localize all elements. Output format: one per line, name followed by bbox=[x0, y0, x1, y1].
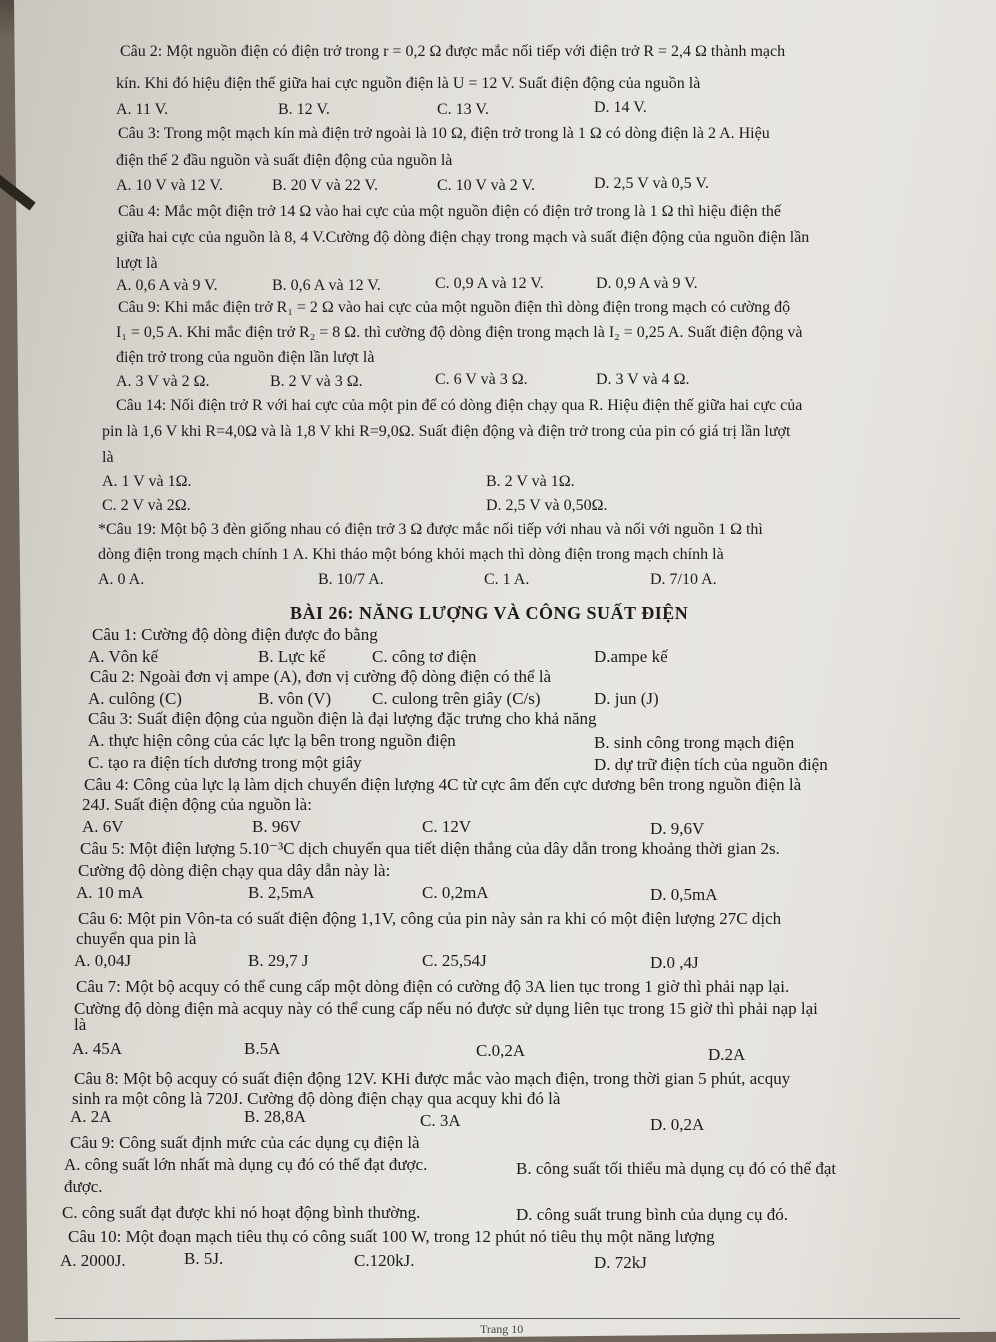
p2-q2-stem: Câu 2: Ngoài đơn vị ampe (A), đơn vị cường độ dòng điện có thể là bbox=[90, 667, 552, 686]
p2-q9-option-a: A. công suất lớn nhất mà dụng cụ đó có thể đạt được. bbox=[64, 1155, 428, 1174]
p2-q8-option-a: A. 2A bbox=[70, 1107, 112, 1126]
p2-q10-option-c: C.120kJ. bbox=[354, 1251, 415, 1270]
footer-rule bbox=[55, 1318, 960, 1319]
q4-option-c: C. 0,9 A và 12 V. bbox=[435, 275, 544, 292]
p2-q3-option-b: B. sinh công trong mạch điện bbox=[594, 733, 795, 752]
p2-q3-option-d: D. dự trữ điện tích của nguồn điện bbox=[594, 755, 828, 774]
p2-q5-option-a: A. 10 mA bbox=[76, 883, 144, 902]
p2-q8-stem-2: sinh ra một công là 720J. Cường độ dòng điện chạy qua acquy khi đó là bbox=[72, 1089, 561, 1108]
q4-stem-1: Câu 4: Mắc một điện trở 14 Ω vào hai cực của một nguồn điện có điện trở trong là 1 Ω thì hiệu điện thế bbox=[118, 203, 781, 220]
p2-q2-option-a: A. culông (C) bbox=[88, 689, 182, 708]
q19-option-c: C. 1 A. bbox=[484, 571, 530, 588]
p2-q7-stem-2: Cường độ dòng điện mà acquy này có thể cung cấp nếu nó được sử dụng liên tục trong 15 giờ thì phải nạp lại bbox=[74, 999, 818, 1018]
p2-q8-stem-1: Câu 8: Một bộ acquy có suất điện động 12V. KHi được mắc vào mạch điện, trong thời gian 5 phút, acquy bbox=[74, 1069, 791, 1088]
q4-option-b: B. 0,6 A và 12 V. bbox=[272, 277, 381, 294]
p2-q4-stem-1: Câu 4: Công của lực lạ làm dịch chuyển điện lượng 4C từ cực âm đến cực dương bên trong nguồn điện là bbox=[84, 775, 802, 794]
p2-q10-option-d: D. 72kJ bbox=[594, 1253, 647, 1272]
p2-q8-option-c: C. 3A bbox=[420, 1111, 461, 1130]
page-number: Trang 10 bbox=[480, 1322, 524, 1336]
p2-q7-option-d: D.2A bbox=[708, 1045, 746, 1064]
p2-q3-stem: Câu 3: Suất điện động của nguồn điện là đại lượng đặc trưng cho khả năng bbox=[88, 709, 597, 728]
q4-stem-2: giữa hai cực của nguồn là 8, 4 V.Cường độ dòng điện chạy trong mạch và suất điện động của nguồn điện lần bbox=[116, 229, 810, 246]
q14-option-b: B. 2 V và 1Ω. bbox=[486, 473, 575, 490]
q14-stem-3: là bbox=[102, 449, 114, 466]
p2-q4-option-b: B. 96V bbox=[252, 817, 302, 836]
q2-stem-2: kín. Khi đó hiệu điện thế giữa hai cực nguồn điện là U = 12 V. Suất điện động của nguồn là bbox=[116, 75, 701, 92]
p2-q9-stem: Câu 9: Công suất định mức của các dụng cụ điện là bbox=[70, 1133, 420, 1152]
q3-option-a: A. 10 V và 12 V. bbox=[116, 177, 223, 194]
q4-option-d: D. 0,9 A và 9 V. bbox=[596, 275, 698, 292]
p2-q4-option-c: C. 12V bbox=[422, 817, 472, 836]
q14-stem-1: Câu 14: Nối điện trở R với hai cực của một pin để có dòng điện chạy qua R. Hiệu điện thế giữa hai cực của bbox=[116, 397, 803, 414]
q9-option-a: A. 3 V và 2 Ω. bbox=[116, 373, 210, 390]
q9-option-b: B. 2 V và 3 Ω. bbox=[270, 373, 363, 390]
p2-q2-option-d: D. jun (J) bbox=[594, 689, 659, 708]
q14-option-a: A. 1 V và 1Ω. bbox=[102, 473, 192, 490]
p2-q5-option-d: D. 0,5mA bbox=[650, 885, 718, 904]
q14-option-d: D. 2,5 V và 0,50Ω. bbox=[486, 497, 608, 514]
p2-q1-option-c: C. công tơ điện bbox=[372, 647, 477, 666]
p2-q8-option-b: B. 28,8A bbox=[244, 1107, 306, 1126]
p2-q7-stem-1: Câu 7: Một bộ acquy có thể cung cấp một dòng điện có cường độ 3A lien tục trong 1 giờ thì phải nạp lại. bbox=[76, 977, 790, 996]
p2-q9-option-b-cont: được. bbox=[64, 1177, 103, 1196]
p2-q1-option-d: D.ampe kế bbox=[594, 647, 668, 666]
p2-q9-option-c: C. công suất đạt được khi nó hoạt động bình thường. bbox=[62, 1203, 421, 1222]
p2-q5-option-c: C. 0,2mA bbox=[422, 883, 489, 902]
p2-q5-option-b: B. 2,5mA bbox=[248, 883, 315, 902]
q2-stem-1: Câu 2: Một nguồn điện có điện trở trong r = 0,2 Ω được mắc nối tiếp với điện trở R = 2,4 Ω thành mạch bbox=[120, 43, 786, 60]
q3-option-d: D. 2,5 V và 0,5 V. bbox=[594, 175, 709, 192]
q9-stem-1: Câu 9: Khi mắc điện trở R₁ = 2 Ω vào hai cực của một nguồn điện thì dòng điện trong mạch có cường độ bbox=[118, 299, 791, 316]
q2-option-d: D. 14 V. bbox=[594, 99, 647, 116]
p2-q10-stem: Câu 10: Một đoạn mạch tiêu thụ có công suất 100 W, trong 12 phút nó tiêu thụ một năng lượng bbox=[68, 1227, 715, 1246]
q4-option-a: A. 0,6 A và 9 V. bbox=[116, 277, 218, 294]
p2-q7-option-a: A. 45A bbox=[72, 1039, 123, 1058]
p2-q1-option-a: A. Vôn kế bbox=[88, 647, 159, 666]
q2-option-a: A. 11 V. bbox=[116, 101, 169, 118]
p2-q5-stem-1: Câu 5: Một điện lượng 5.10⁻³C dịch chuyển qua tiết diện thẳng của dây dẫn trong khoảng thời gian 2s. bbox=[80, 839, 780, 858]
p2-q6-stem-2: chuyển qua pin là bbox=[76, 929, 197, 948]
q19-option-b: B. 10/7 A. bbox=[318, 571, 384, 588]
q9-stem-3: điện trở trong của nguồn điện lần lượt là bbox=[116, 349, 375, 366]
q4-stem-3: lượt là bbox=[116, 255, 158, 272]
p2-q3-option-a: A. thực hiện công của các lực lạ bên trong nguồn điện bbox=[88, 731, 456, 750]
p2-q7-option-b: B.5A bbox=[244, 1039, 281, 1058]
q14-option-c: C. 2 V và 2Ω. bbox=[102, 497, 191, 514]
p2-q6-option-a: A. 0,04J bbox=[74, 951, 132, 970]
p2-q4-stem-2: 24J. Suất điện động của nguồn là: bbox=[82, 795, 312, 814]
q3-stem-1: Câu 3: Trong một mạch kín mà điện trở ngoài là 10 Ω, điện trở trong là 1 Ω có dòng điện là 2 A. Hiệu bbox=[118, 125, 770, 142]
p2-q9-option-b: B. công suất tối thiểu mà dụng cụ đó có thể đạt bbox=[516, 1159, 837, 1178]
p2-q6-stem-1: Câu 6: Một pin Vôn-ta có suất điện động 1,1V, công của pin này sản ra khi có một điện lượng 27C dịch bbox=[78, 909, 782, 928]
p2-q6-option-c: C. 25,54J bbox=[422, 951, 487, 970]
q19-stem-1: *Câu 19: Một bộ 3 đèn giống nhau có điện trở 3 Ω được mắc nối tiếp với nhau và nối với nguồn 1 Ω thì bbox=[98, 521, 763, 538]
section-title: BÀI 26: NĂNG LƯỢNG VÀ CÔNG SUẤT ĐIỆN bbox=[290, 603, 689, 623]
p2-q7-option-c: C.0,2A bbox=[476, 1041, 526, 1060]
p2-q4-option-a: A. 6V bbox=[82, 817, 124, 836]
p2-q4-option-d: D. 9,6V bbox=[650, 819, 705, 838]
p2-q2-option-c: C. culong trên giây (C/s) bbox=[372, 689, 541, 708]
q14-stem-2: pin là 1,6 V khi R=4,0Ω và là 1,8 V khi R=9,0Ω. Suất điện động và điện trở trong của pin có giá trị lần lượt bbox=[102, 423, 791, 440]
q2-option-c: C. 13 V. bbox=[437, 101, 489, 118]
q19-option-a: A. 0 A. bbox=[98, 571, 145, 588]
q19-stem-2: dòng điện trong mạch chính 1 A. Khi tháo một bóng khỏi mạch thì dòng điện trong mạch chính là bbox=[98, 546, 724, 563]
p2-q2-option-b: B. vôn (V) bbox=[258, 689, 332, 708]
q3-option-b: B. 20 V và 22 V. bbox=[272, 177, 378, 194]
p2-q6-option-b: B. 29,7 J bbox=[248, 951, 309, 970]
p2-q1-option-b: B. Lực kế bbox=[258, 647, 326, 666]
q9-option-d: D. 3 V và 4 Ω. bbox=[596, 371, 690, 388]
p2-q10-option-b: B. 5J. bbox=[184, 1249, 224, 1268]
p2-q7-stem-3: là bbox=[74, 1015, 87, 1034]
q3-option-c: C. 10 V và 2 V. bbox=[437, 177, 535, 194]
q19-option-d: D. 7/10 A. bbox=[650, 571, 717, 588]
p2-q10-option-a: A. 2000J. bbox=[60, 1251, 126, 1270]
p2-q6-option-d: D.0 ,4J bbox=[650, 953, 699, 972]
p2-q3-option-c: C. tạo ra điện tích dương trong một giây bbox=[88, 753, 362, 772]
q9-stem-2: I₁ = 0,5 A. Khi mắc điện trở R₂ = 8 Ω. thì cường độ dòng điện trong mạch là I₂ = 0,25 A. Suất điện động và bbox=[116, 324, 803, 341]
p2-q1-stem: Câu 1: Cường độ dòng điện được đo bằng bbox=[92, 625, 378, 644]
p2-q8-option-d: D. 0,2A bbox=[650, 1115, 705, 1134]
q3-stem-2: điện thế 2 đầu nguồn và suất điện động của nguồn là bbox=[116, 152, 453, 169]
p2-q9-option-d: D. công suất trung bình của dụng cụ đó. bbox=[516, 1205, 788, 1224]
p2-q5-stem-2: Cường độ dòng điện chạy qua dây dẫn này là: bbox=[78, 861, 391, 880]
q9-option-c: C. 6 V và 3 Ω. bbox=[435, 371, 528, 388]
q2-option-b: B. 12 V. bbox=[278, 101, 330, 118]
